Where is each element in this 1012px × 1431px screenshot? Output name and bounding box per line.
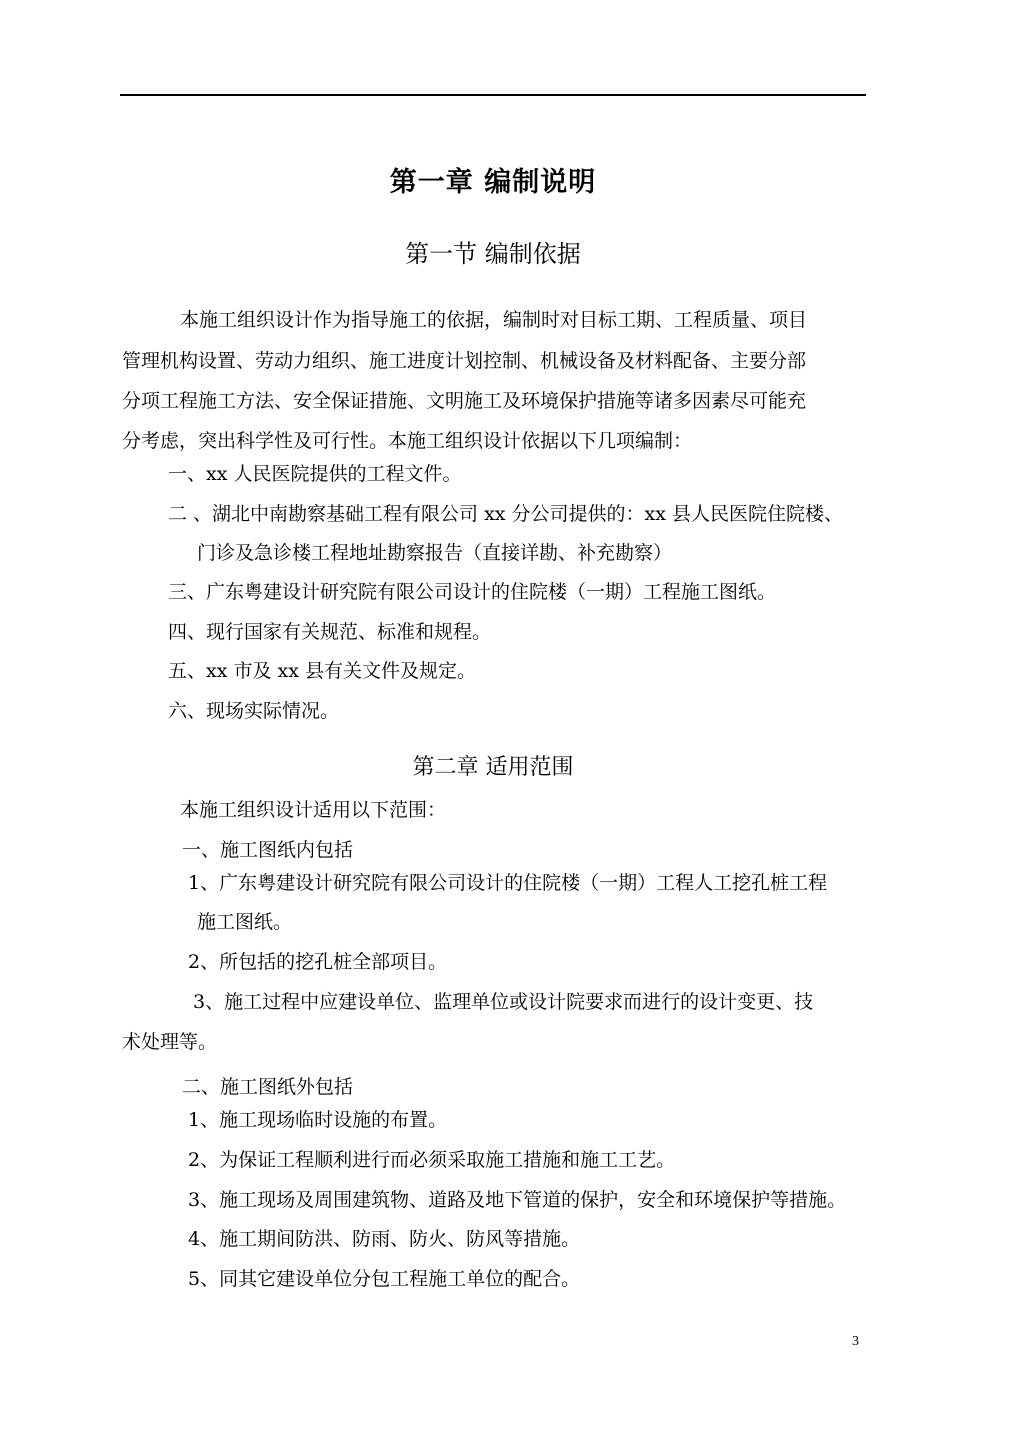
basis-item: 一、xx 人民医院提供的工程文件。 xyxy=(168,463,462,485)
intro-line: 本施工组织设计作为指导施工的依据，编制时对目标工期、工程质量、项目 xyxy=(180,309,808,331)
scope-out-item: 3、施工现场及周围建筑物、道路及地下管道的保护，安全和环境保护等措施。 xyxy=(188,1189,847,1211)
chapter-title: 第二章 适用范围 xyxy=(412,755,574,780)
scope-in-item: 2、所包括的挖孔桩全部项目。 xyxy=(188,951,448,973)
basis-item: 四、现行国家有关规范、标准和规程。 xyxy=(168,621,492,643)
scope-out-item: 4、施工期间防洪、防雨、防火、防风等措施。 xyxy=(188,1228,581,1250)
section-title: 第一节 编制依据 xyxy=(405,240,581,268)
basis-item: 五、xx 市及 xx 县有关文件及规定。 xyxy=(168,660,476,682)
page-number: 3 xyxy=(852,1334,859,1349)
intro-line: 分考虑，突出科学性及可行性。本施工组织设计依据以下几项编制： xyxy=(122,430,693,452)
basis-item: 三、广东粤建设计研究院有限公司设计的住院楼（一期）工程施工图纸。 xyxy=(168,581,777,603)
scope-out-item: 1、施工现场临时设施的布置。 xyxy=(188,1109,448,1131)
chapter-title: 第一章 编制说明 xyxy=(389,167,597,198)
scope-in-heading: 一、施工图纸内包括 xyxy=(182,839,354,861)
scope-in-item: 施工图纸。 xyxy=(197,911,293,933)
scope-intro: 本施工组织设计适用以下范围： xyxy=(180,799,447,821)
scope-in-item: 3、施工过程中应建设单位、监理单位或设计院要求而进行的设计变更、技 xyxy=(193,991,814,1013)
basis-item: 六、现场实际情况。 xyxy=(168,700,340,722)
scope-out-item: 5、同其它建设单位分包工程施工单位的配合。 xyxy=(188,1268,581,1290)
intro-line: 分项工程施工方法、安全保证措施、文明施工及环境保护措施等诸多因素尽可能充 xyxy=(122,390,807,412)
basis-item: 门诊及急诊楼工程地址勘察报告（直接详勘、补充勘察） xyxy=(197,542,673,564)
basis-item: 二 、湖北中南勘察基础工程有限公司 xx 分公司提供的：xx 县人民医院住院楼、 xyxy=(168,503,844,525)
scope-out-item: 2、为保证工程顺利进行而必须采取施工措施和施工工艺。 xyxy=(188,1149,676,1171)
scope-in-item: 术处理等。 xyxy=(122,1031,218,1053)
header-rule xyxy=(120,94,866,96)
scope-in-item: 1、广东粤建设计研究院有限公司设计的住院楼（一期）工程人工挖孔桩工程 xyxy=(188,872,828,894)
scope-out-heading: 二、施工图纸外包括 xyxy=(182,1076,354,1098)
intro-line: 管理机构设置、劳动力组织、施工进度计划控制、机械设备及材料配备、主要分部 xyxy=(122,350,807,372)
